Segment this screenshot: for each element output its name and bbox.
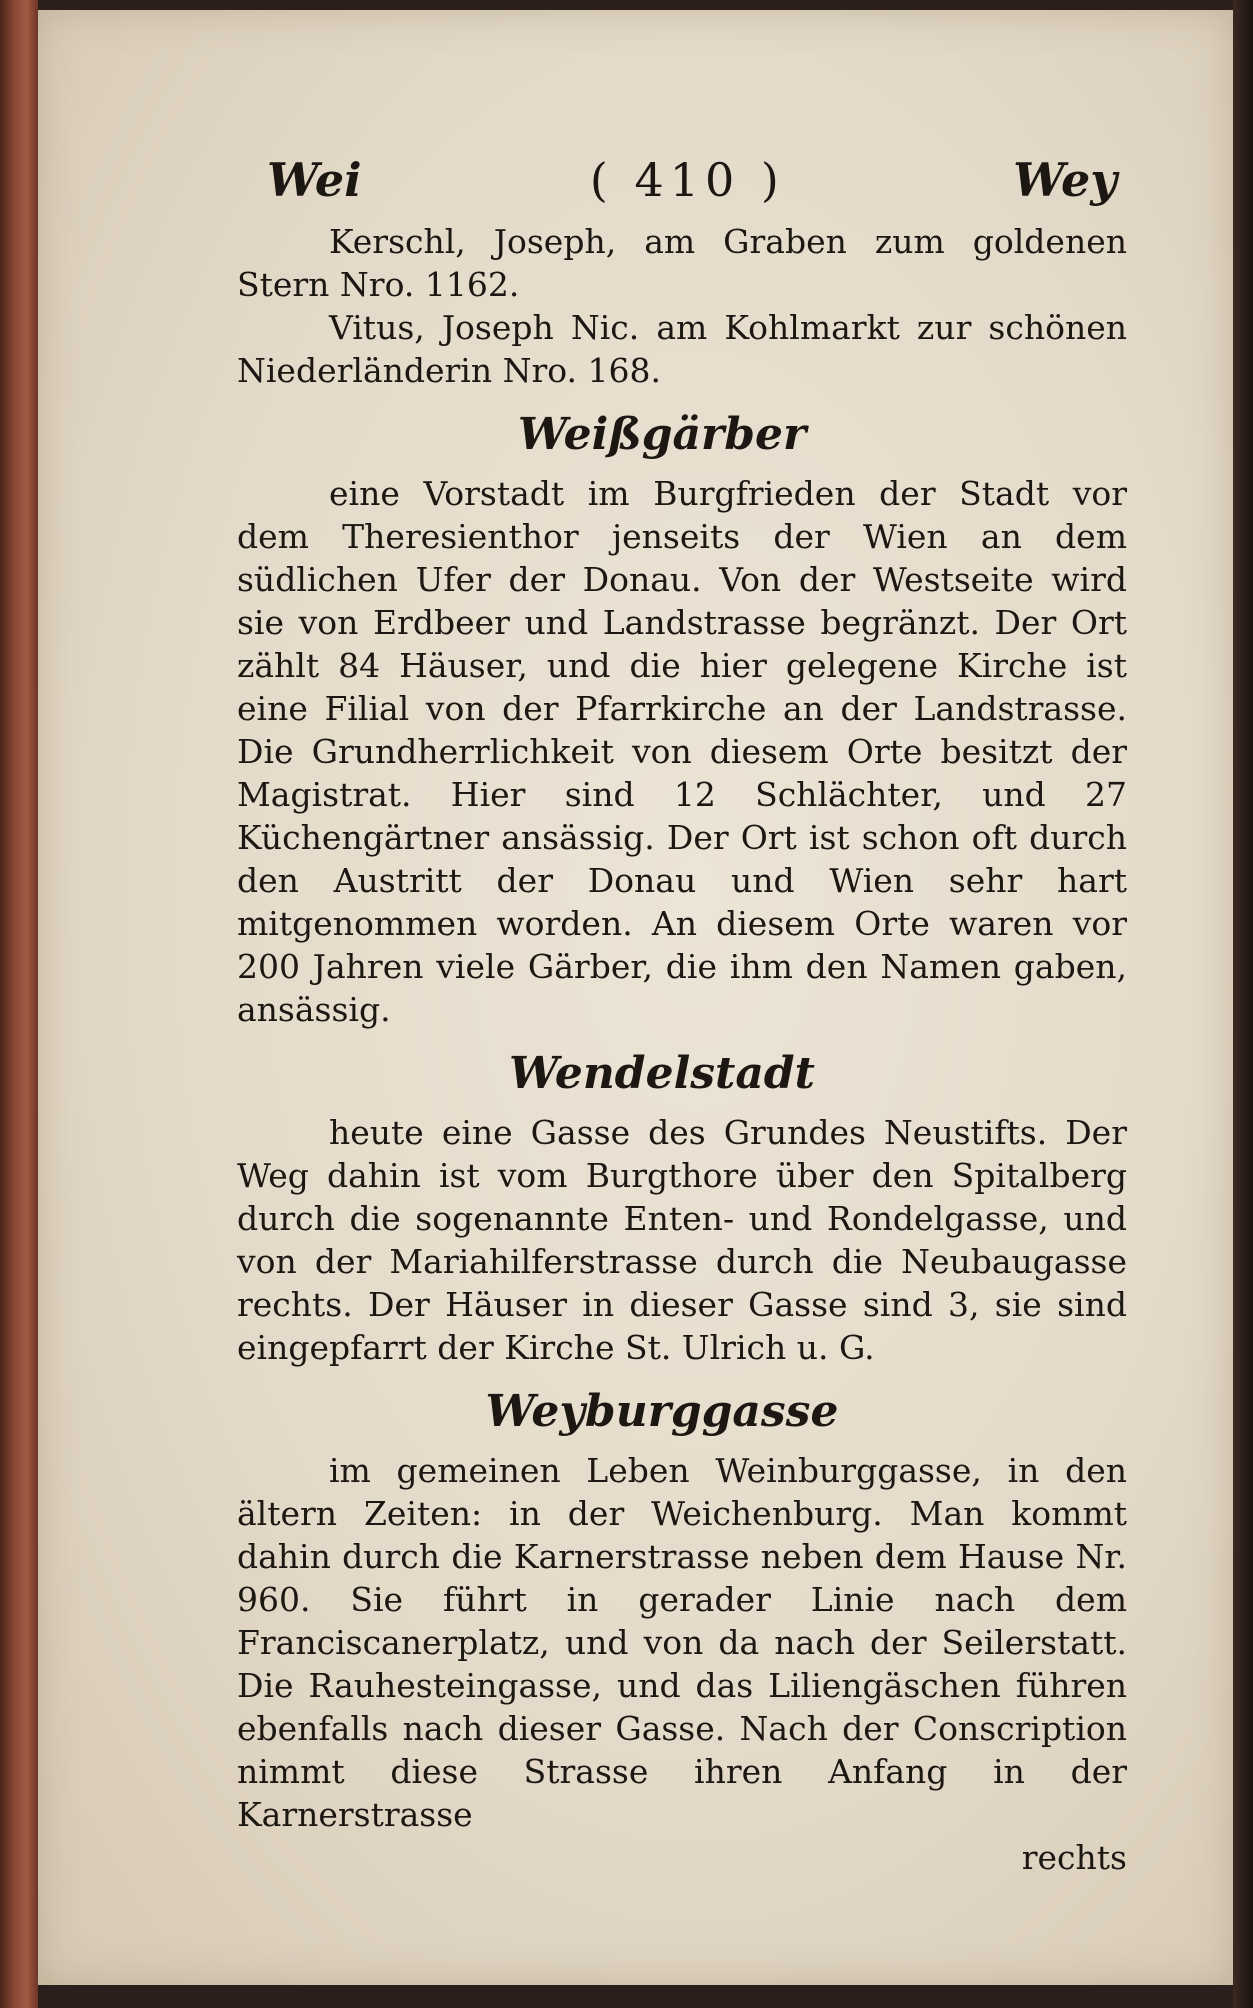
entry-vitus: Vitus, Joseph Nic. am Kohlmarkt zur schönen Niederländerin Nro. 168.	[237, 308, 1127, 390]
running-head-right: Wey	[1013, 153, 1117, 207]
page-right-edge	[1233, 0, 1253, 2008]
page-content	[197, 150, 1127, 1879]
catchword: rechts	[1021, 1838, 1127, 1877]
section-heading-weyburggasse: Weyburggasse	[485, 1386, 839, 1437]
entry-kerschl: Kerschl, Joseph, am Graben zum goldenen Stern Nro. 1162.	[237, 222, 1127, 304]
section-heading-wendelstadt: Wendelstadt	[509, 1048, 815, 1099]
running-head	[267, 150, 1117, 220]
section-text-weyburggasse: im gemeinen Leben Weinburggasse, in den ältern Zeiten: in der Weichenburg. Man kommt dahin durch die Karnerstrasse neben dem Hause Nr. 960. Sie führt in gerader Linie nach dem Franciscanerplatz, und von da nach der Seilerstatt. Die Rauhesteingasse, und das Liliengäschen führen ebenfalls nach dieser Gasse. Nach der Conscription nimmt diese Strasse ihren Anfang in der Karnerstrasse	[237, 1451, 1127, 1834]
running-head-left: Wei	[267, 153, 362, 207]
section-text-weissgaerber: eine Vorstadt im Burgfrieden der Stadt vor dem Theresienthor jenseits der Wien an dem südlichen Ufer der Donau. Von der Westseite wird sie von Erdbeer und Landstrasse begränzt. Der Ort zählt 84 Häuser, und die hier gelegene Kirche ist eine Filial von der Pfarrkirche an der Landstrasse. Die Grundherrlichkeit von diesem Orte besitzt der Magistrat. Hier sind 12 Schlächter, und 27 Küchengärtner ansässig. Der Ort ist schon oft durch den Austritt der Donau und Wien sehr hart mitgenommen worden. An diesem Orte waren vor 200 Jahren viele Gärber, die ihm den Namen gaben, ansässig.	[237, 474, 1127, 1029]
section-heading-weissgaerber: Weißgärber	[517, 409, 807, 460]
book-cover-edge	[0, 0, 38, 2008]
page-number: ( 410 )	[589, 153, 785, 207]
section-text-wendelstadt: heute eine Gasse des Grundes Neustifts. Der Weg dahin ist vom Burgthore über den Spitalberg durch die sogenannte Enten- und Rondelgasse, und von der Mariahilferstrasse durch die Neubaugasse rechts. Der Häuser in dieser Gasse sind 3, sie sind eingepfarrt der Kirche St. Ulrich u. G.	[237, 1113, 1127, 1367]
